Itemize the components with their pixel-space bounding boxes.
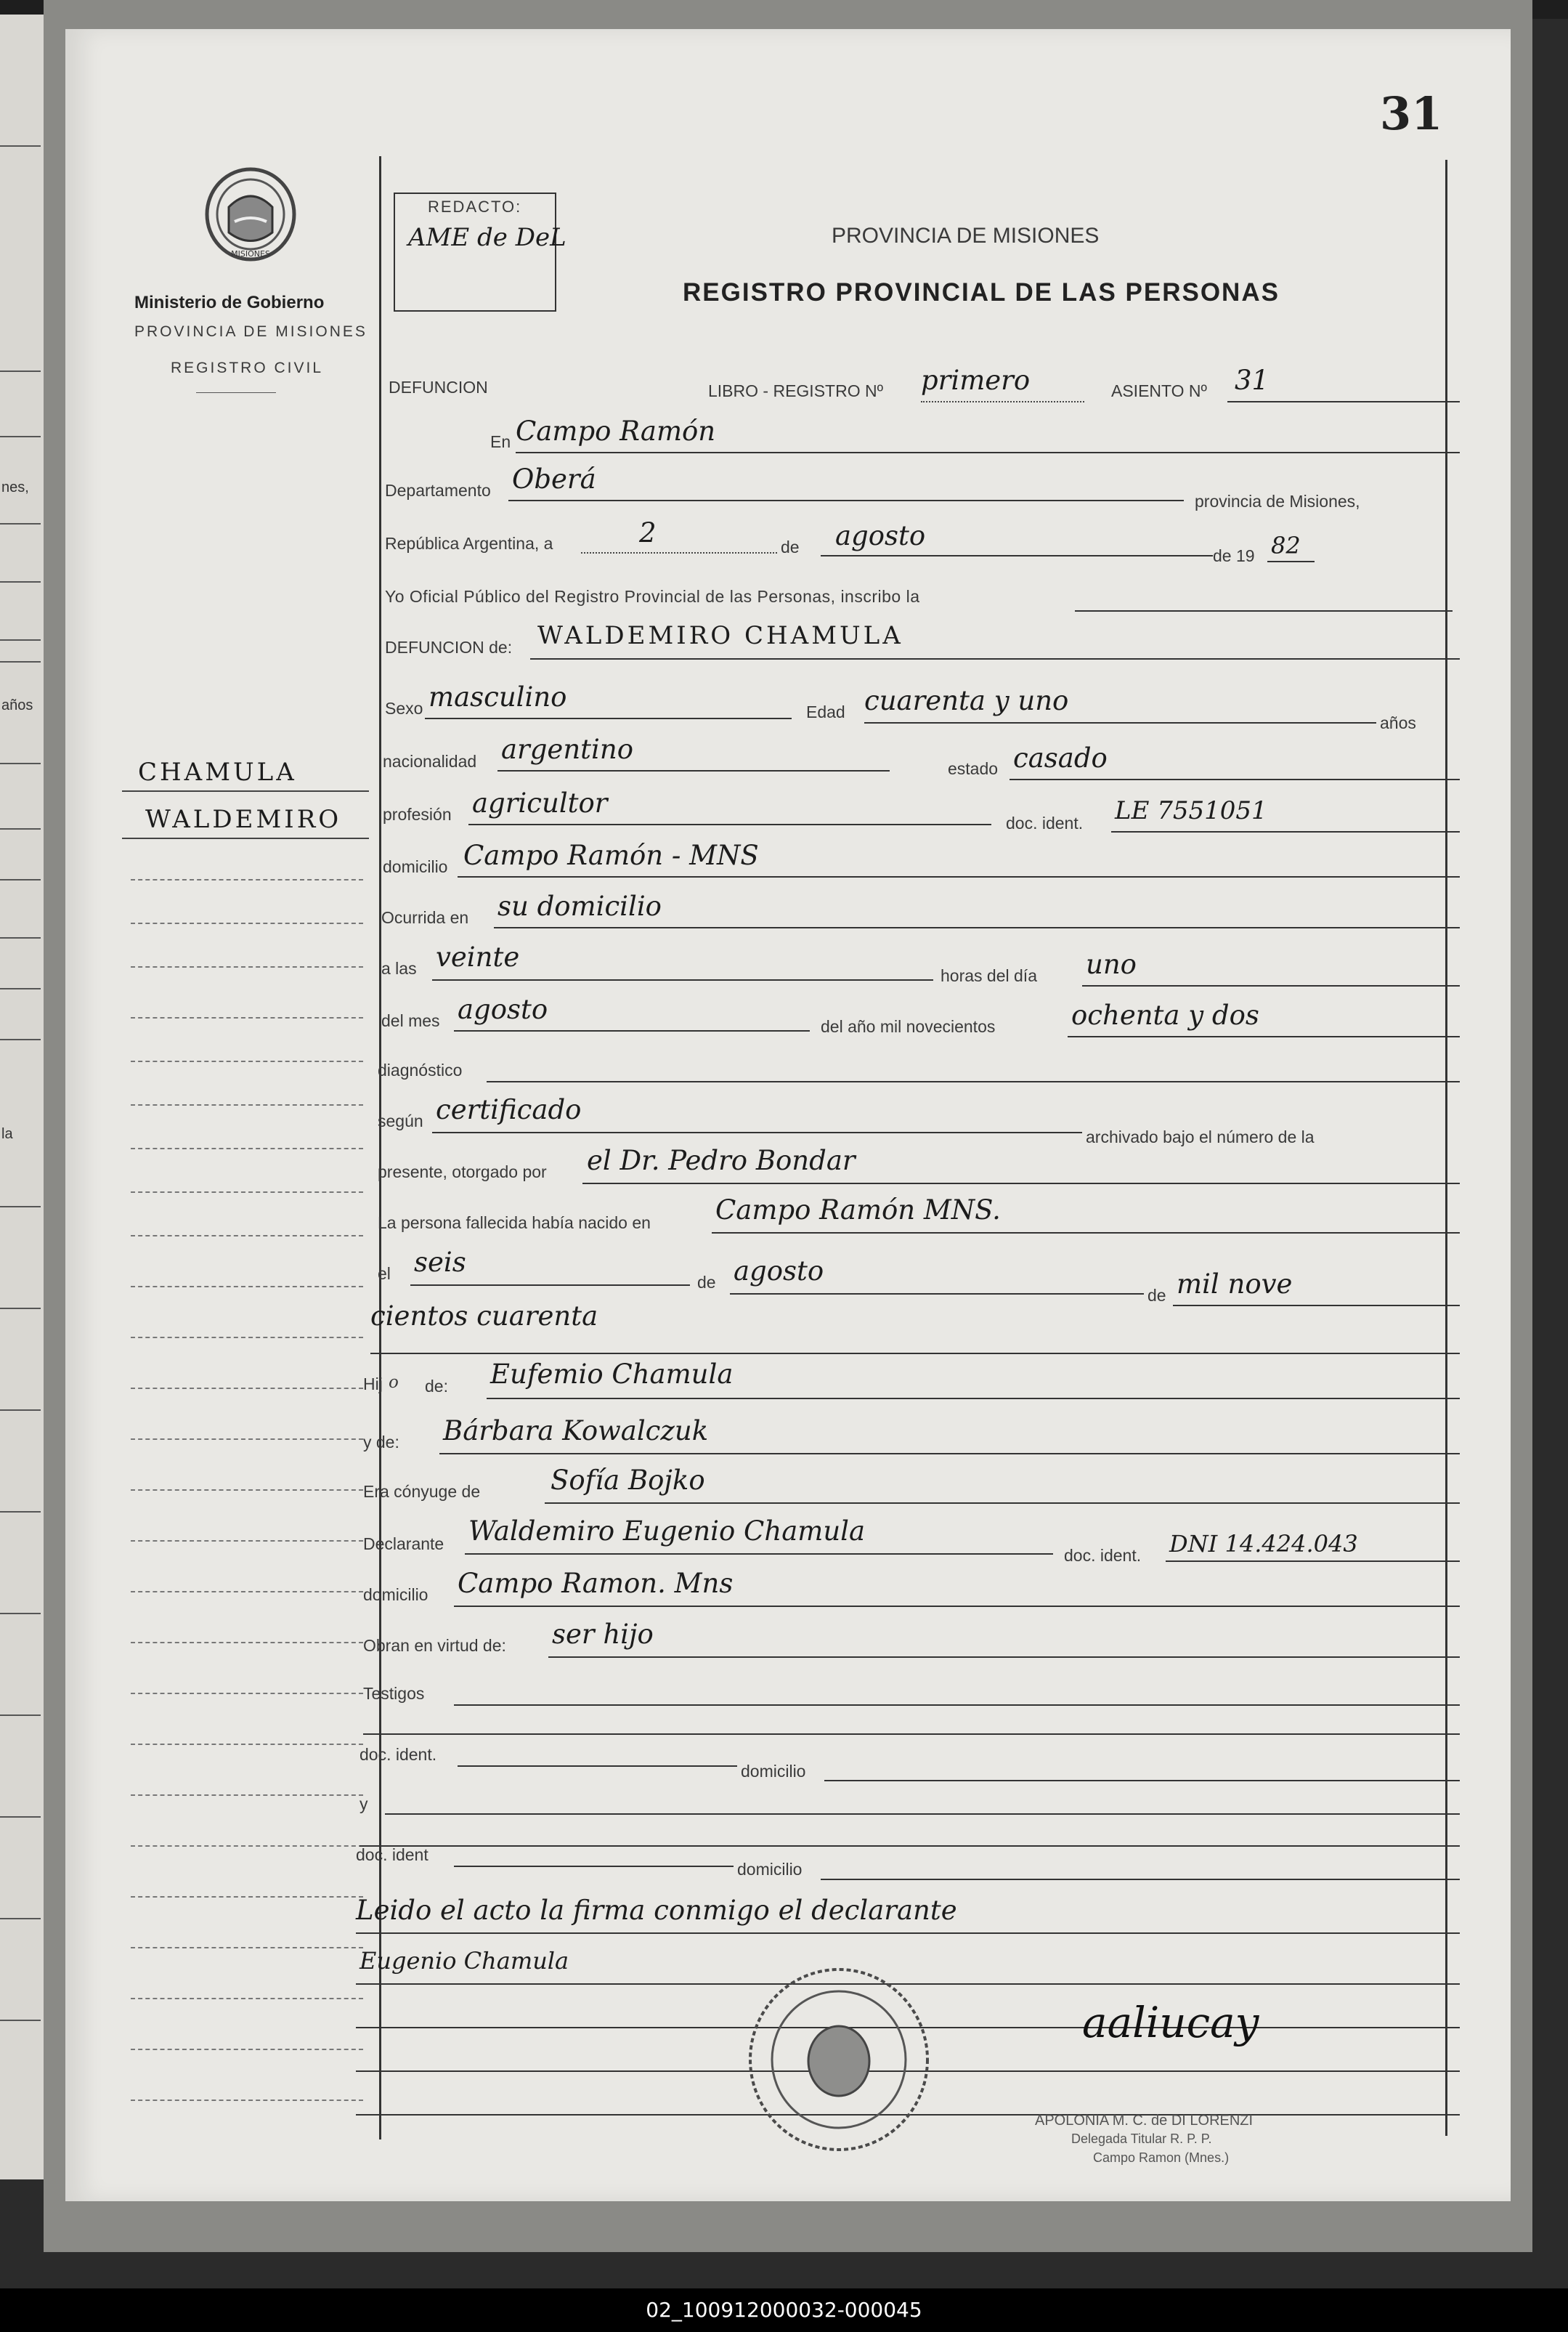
- nacido-value: Campo Ramón MNS.: [715, 1194, 1001, 1226]
- domicilio2-label: domicilio: [363, 1585, 428, 1604]
- en-value: Campo Ramón: [516, 416, 716, 447]
- mes-value: agosto: [835, 520, 926, 551]
- doc-value: LE 7551051: [1115, 796, 1267, 825]
- profesion-label: profesión: [383, 805, 452, 824]
- adjacent-page-edge: [0, 15, 44, 2179]
- anio-value: ochenta y dos: [1071, 1000, 1259, 1031]
- year-value: 82: [1271, 532, 1301, 559]
- de2-label: de: [697, 1273, 716, 1292]
- el-value: seis: [414, 1247, 466, 1278]
- testigo-domicilio-label: domicilio: [741, 1762, 806, 1781]
- ministry-registry: REGISTRO CIVIL: [171, 360, 324, 376]
- redacto-box: [394, 193, 566, 312]
- doc2-label: doc. ident.: [1064, 1546, 1142, 1565]
- yde-label: y de:: [363, 1433, 399, 1452]
- closing-statement: Leido el acto la firma conmigo el declarante: [356, 1895, 957, 1926]
- nacido-label: La persona fallecida había nacido en: [378, 1213, 651, 1232]
- de-year-label: de 19: [1213, 546, 1255, 565]
- segun-label: según: [378, 1112, 423, 1130]
- register-page: [65, 29, 1511, 2201]
- declarante-label: Declarante: [363, 1534, 444, 1553]
- hijo-de-label: de:: [425, 1377, 448, 1396]
- seal-text: MISIONES: [231, 249, 270, 259]
- defuncion-de-label: DEFUNCION de:: [385, 638, 513, 657]
- de2-value: agosto: [734, 1255, 824, 1287]
- coat-of-arms-icon: [200, 163, 301, 265]
- page-number: 31: [1380, 87, 1443, 140]
- record-type-label: DEFUNCION: [389, 378, 488, 397]
- domicilio-value: Campo Ramón - MNS: [463, 840, 759, 871]
- testigo2-domicilio-label: domicilio: [737, 1860, 803, 1879]
- libro-label: LIBRO - REGISTRO Nº: [708, 381, 883, 400]
- domicilio-label: domicilio: [383, 857, 448, 876]
- de-label: de: [781, 538, 800, 556]
- horas-label: horas del día: [941, 966, 1037, 985]
- declarante-value: Waldemiro Eugenio Chamula: [468, 1515, 866, 1547]
- en-label: En: [490, 432, 511, 451]
- redacto-value: AME de DeL: [408, 223, 566, 252]
- province-heading: PROVINCIA DE MISIONES: [832, 224, 1100, 248]
- delmes-label: del mes: [381, 1011, 440, 1030]
- departamento-value: Oberá: [512, 463, 596, 495]
- official-seal-stamp: [744, 1965, 933, 2154]
- estado-value: casado: [1013, 742, 1108, 774]
- obran-value: ser hijo: [552, 1619, 654, 1650]
- segun-value: certificado: [436, 1094, 582, 1125]
- mother-name: Bárbara Kowalczuk: [443, 1415, 709, 1446]
- alas-value: veinte: [436, 942, 520, 973]
- oficial-text: Yo Oficial Público del Registro Provincial de las Personas, inscribo la: [385, 587, 920, 606]
- declarant-signature: Eugenio Chamula: [359, 1947, 569, 1975]
- ocurrida-label: Ocurrida en: [381, 908, 469, 927]
- domicilio2-value: Campo Ramon. Mns: [458, 1568, 734, 1599]
- testigo-doc-label: doc. ident.: [359, 1745, 437, 1764]
- doc2-value: DNI 14.424.043: [1169, 1530, 1358, 1558]
- official-name: APOLONIA M. C. de DI LORENZI: [1035, 2113, 1254, 2129]
- margin-surname: CHAMULA: [138, 758, 297, 787]
- y-label: y: [359, 1794, 368, 1813]
- registry-heading: REGISTRO PROVINCIAL DE LAS PERSONAS: [683, 278, 1280, 307]
- departamento-label: Departamento: [385, 481, 491, 500]
- testigo2-doc-label: doc. ident: [356, 1845, 428, 1864]
- presente-value: el Dr. Pedro Bondar: [587, 1145, 856, 1176]
- delmes-value: agosto: [458, 994, 548, 1025]
- de3-value: mil nove: [1177, 1268, 1293, 1300]
- anos-label: años: [1380, 713, 1416, 732]
- provincia-label: provincia de Misiones,: [1195, 492, 1360, 511]
- nacionalidad-label: nacionalidad: [383, 752, 477, 771]
- continuation-value: cientos cuarenta: [370, 1300, 598, 1332]
- diagnostico-label: diagnóstico: [378, 1061, 463, 1080]
- adjacent-page-fragment: la: [1, 1126, 13, 1142]
- edad-label: Edad: [806, 703, 845, 721]
- official-signature: aaliucay: [1082, 1998, 1259, 2047]
- ministry-province: PROVINCIA DE MISIONES: [134, 323, 367, 340]
- redacto-label: REDACTO:: [428, 198, 522, 216]
- father-name: Eufemio Chamula: [490, 1359, 734, 1390]
- hijo-label: Hij: [363, 1374, 383, 1393]
- edad-value: cuarenta y uno: [864, 685, 1069, 716]
- deceased-name: WALDEMIRO CHAMULA: [537, 621, 903, 650]
- margin-given-name: WALDEMIRO: [145, 805, 342, 834]
- conyuge-label: Era cónyuge de: [363, 1482, 481, 1501]
- libro-value: primero: [921, 365, 1031, 396]
- image-id-caption: 02_100912000032-000045: [0, 2288, 1568, 2332]
- doc-label: doc. ident.: [1006, 814, 1084, 833]
- profesion-value: agricultor: [472, 788, 608, 819]
- official-title: Delegada Titular R. P. P.: [1071, 2131, 1212, 2146]
- asiento-value: 31: [1235, 365, 1270, 396]
- conyuge-value: Sofía Bojko: [551, 1465, 705, 1496]
- official-place: Campo Ramon (Mnes.): [1093, 2150, 1230, 2165]
- obran-label: Obran en virtud de:: [363, 1636, 506, 1655]
- hijo-suffix: o: [389, 1373, 399, 1392]
- nacionalidad-value: argentino: [501, 734, 633, 765]
- adjacent-page-fragment: nes,: [1, 479, 29, 495]
- el-label: el: [378, 1264, 391, 1283]
- asiento-label: ASIENTO Nº: [1111, 381, 1207, 400]
- anio-label: del año mil novecientos: [821, 1017, 996, 1036]
- dia2-value: uno: [1086, 949, 1137, 980]
- right-margin-rule: [1445, 160, 1447, 2136]
- presente-label: presente, otorgado por: [378, 1162, 547, 1181]
- archivado-label: archivado bajo el número de la: [1086, 1127, 1315, 1146]
- alas-label: a las: [381, 959, 417, 978]
- republica-label: República Argentina, a: [385, 534, 553, 553]
- ocurrida-value: su domicilio: [497, 891, 662, 922]
- estado-label: estado: [948, 759, 999, 778]
- sexo-value: masculino: [428, 681, 567, 713]
- adjacent-page-fragment: años: [1, 697, 33, 713]
- sexo-label: Sexo: [385, 699, 423, 718]
- column-divider: [379, 156, 381, 2139]
- dia-value: 2: [639, 517, 657, 548]
- testigos-label: Testigos: [363, 1684, 425, 1703]
- de3-label: de: [1147, 1286, 1166, 1305]
- ministry-name: Ministerio de Gobierno: [134, 293, 325, 312]
